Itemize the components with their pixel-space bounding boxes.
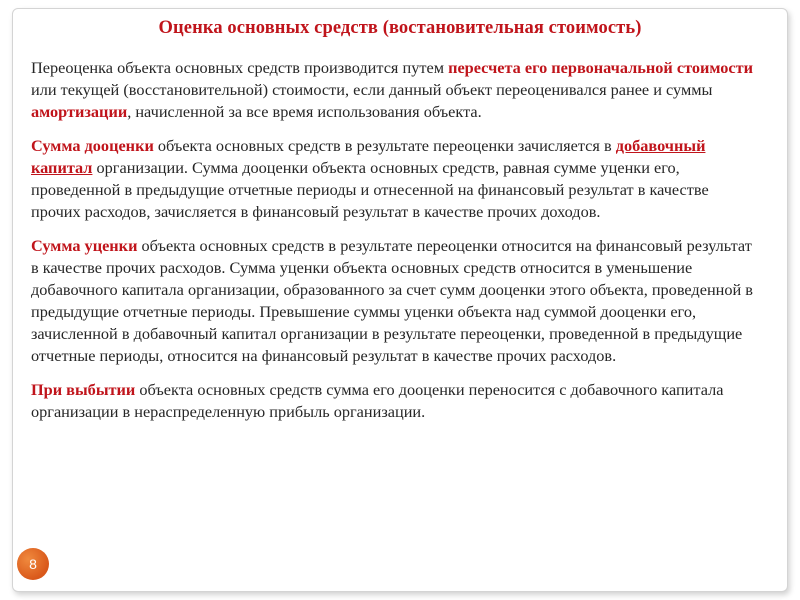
text-segment: объекта основных средств сумма его дооценки переносится с добавочного капитала организации в нераспределенную прибыль организации. xyxy=(31,380,724,421)
highlight-term-underlined: добавочный капитал xyxy=(31,136,706,177)
paragraph-markdown xyxy=(31,235,761,367)
text-segment: Переоценка объекта основных средств производится путем xyxy=(31,58,449,77)
highlight-term: Сумма уценки xyxy=(31,236,138,255)
highlight-term: Сумма дооценки xyxy=(31,136,154,155)
paragraph-markup xyxy=(31,135,761,223)
text-segment: объекта основных средств в результате переоценки зачисляется в xyxy=(153,136,616,155)
paragraph-revaluation xyxy=(31,57,761,123)
highlight-term: пересчета его первоначальной стоимости xyxy=(448,58,753,77)
slide-content xyxy=(31,57,761,435)
text-segment: объекта основных средств в результате переоценки относится на финансовый результат в качестве прочих расходов. Сумма уценки объекта основных средств относится в уменьшение добавочного капитала организации, образованного за счет сумм дооценки этого объекта, проведенной в предыдущие отчетные периоды. Превышение суммы уценки объекта над суммой дооценки его, зачисленной в добавочный капитал организации в результате переоценки, проведенной в предыдущие отчетные периоды, относится на финансовый результат в качестве прочих расходов. xyxy=(31,236,753,365)
text-segment: или текущей (восстановительной) стоимости, если данный объект переоценивался ранее и суммы xyxy=(31,80,713,99)
paragraph-disposal xyxy=(31,379,761,423)
page-number-badge: 8 xyxy=(17,548,49,580)
text-segment: , начисленной за все время использования объекта. xyxy=(127,102,482,121)
highlight-term: При выбытии xyxy=(31,380,136,399)
slide-title: Оценка основных средств (востановительная стоимость) xyxy=(158,18,642,38)
text-segment: организации. Сумма дооценки объекта основных средств, равная сумме уценки его, проведенной в предыдущие отчетные периоды и отнесенной на финансовый результат в качестве прочих расходов, зачисляется в финансовый результат в качестве прочих доходов. xyxy=(31,158,709,221)
highlight-term: амортизации xyxy=(31,102,128,121)
